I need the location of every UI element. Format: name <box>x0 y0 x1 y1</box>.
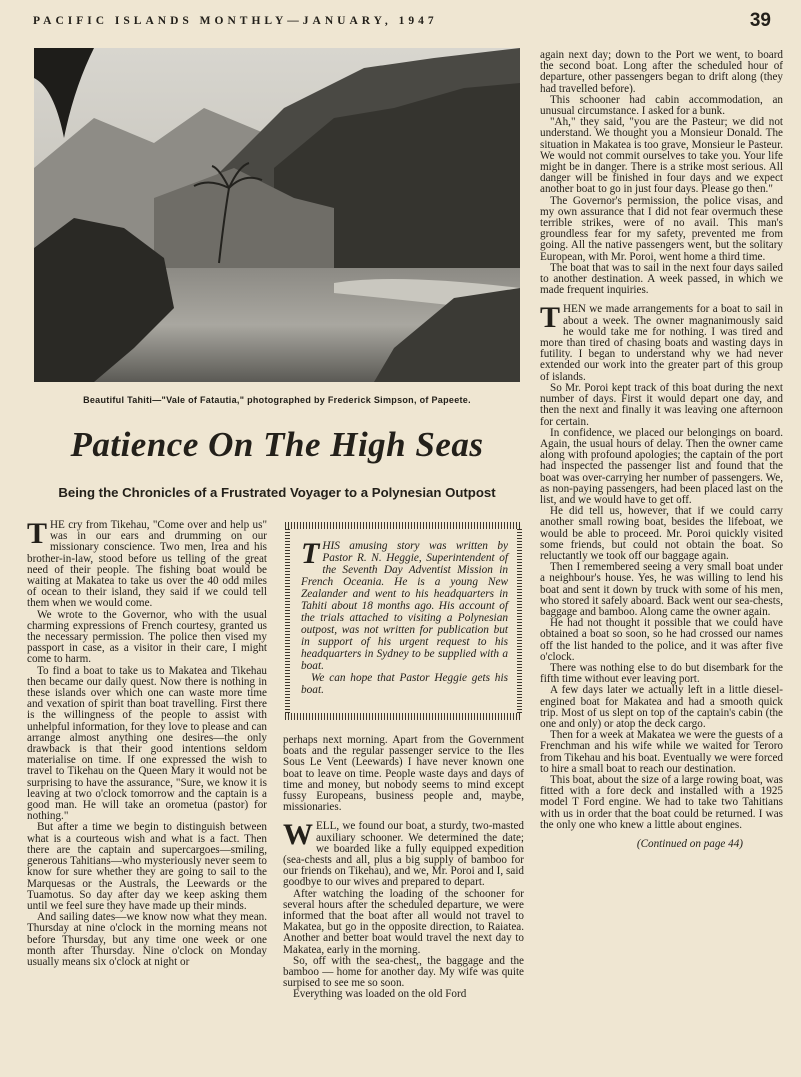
editor-note-text <box>301 537 508 696</box>
paragraph: The boat that was to sail in the next four days sailed to another destination. A week passed, in which we made frequent inquiries. <box>540 261 783 297</box>
paragraph: In confidence, we placed our belongings on board. Again, the usual hours of delay. Then the owner came along with profound apologies; the captain of the port had inspected the passenger list and found that the boat was over-carrying her number of passengers. We, as non-paying passengers, had been placed last on the list, and we would have to get off. <box>540 426 783 506</box>
paragraph: And sailing dates—we know now what they mean. Thursday at nine o'clock in the morning means not before Thursday, but any time one week or one month after Thursday. Nine o'clock on Monday usually means six o'clock at night or <box>27 911 267 968</box>
photo-caption: Beautiful Tahiti—"Vale of Fatautia," photographed by Frederick Simpson, of Papeete. <box>83 395 471 405</box>
paragraph: WELL, we found our boat, a sturdy, two-masted auxiliary schooner. We determined the date; we boarded like a fully equipped expedition (sea-chests and all, plus a big supply of bamboo for our friends on Tikehau), and we, Mr. Poroi and I, said goodbye to our wives and prepared to depart. <box>283 818 524 889</box>
drop-cap: T <box>540 301 561 335</box>
paragraph: THE cry from Tikehau, "Come over and help us" was in our ears and drumming on our missionary conscience. Two men, Irea and his brother-in-law, stood before us telling of the great need of their people. The fishing boat would be waiting at Makatea to take us over the 40 odd miles of ocean to their island, they said if we could tell them when we would come. <box>27 517 267 610</box>
tahiti-photo <box>34 48 520 382</box>
paragraph: "Ah," they said, "you are the Pasteur; we did not understand. We thought you a Monsieur Donald. The situation in Makatea is too grave, Monsieur le Pasteur. We would not commit ourselves to take you. Your life might be in danger. There is a strike most serious. All danger will be finished in four days and we expect another boat to go in just four days. Please go then." <box>540 116 783 196</box>
paragraph: Then I remembered seeing a very small boat under a neighbour's house. Yes, he was willing to lend his boat and sent it down by truck with some of his men, who stored it safely aboard. Back went our sea-chests, baggage and bamboo. Along came the owner again. <box>540 561 783 618</box>
paragraph: The Governor's permission, the police visas, and my own assurance that I did not fear overmuch these terrible strikes, were of no avail. This man's groundless fear for my safety, prevented me from going. All the native passengers went, but the solitary European, with Mr. Poroi, went home a third time. <box>540 194 783 263</box>
paragraph: There was nothing else to do but disembark for the fifth time without ever leaving port. <box>540 661 783 686</box>
column-left <box>27 517 267 968</box>
paragraph: A few days later we actually left in a little diesel-engined boat for Makatea and had a smooth quick trip. Most of us slept on top of the captain's cabin (the one and only) or atop the deck cargo. <box>540 684 783 730</box>
paragraph: THIS amusing story was written by Pastor R. N. Heggie, Superintendent of the Seventh Day Adventist Mission in French Oceania. He is a young New Zealander and went to his headquarters in Tahiti about 18 months ago. His account of the trials attached to visiting a Polynesian outpost, was not written for publication but in support of his urgent request to his headquarters in Sydney to be supplied with a boat. <box>301 537 508 672</box>
paragraph: So, off with the sea-chest,, the baggage and the bamboo — home for another day. My wife was quite surpised to see me so soon. <box>283 954 524 990</box>
paragraph: After watching the loading of the schooner for several hours after the scheduled departure, we were informed that the boat after all would not travel to Makatea, but go in the opposite direction, to Raiatea. Another and better boat would travel the next day to Makatea, early in the morning. <box>283 887 524 956</box>
drop-cap: W <box>283 818 313 852</box>
box-border-left <box>285 529 290 713</box>
column-middle <box>283 735 524 1001</box>
paragraph: again next day; down to the Port we went, to board the second boat. Long after the scheduled hour of departure, other passengers began to drift along (they had travelled before). <box>540 49 783 95</box>
box-border-top <box>285 522 522 529</box>
box-border-bottom <box>285 713 522 720</box>
continued-note: (Continued on page 44) <box>636 838 743 851</box>
paragraph: perhaps next morning. Apart from the Government boats and the regular passenger service to the Iles Sous Le Vent (Leewards) I have never known one boat to leave on time. People waste days and days of time and money, but nobody seems to mind except fussy Europeans, business people and, maybe, missionaries. <box>283 734 524 814</box>
running-head: PACIFIC ISLANDS MONTHLY—JANUARY, 1947 <box>33 15 438 27</box>
drop-cap: T <box>301 537 320 570</box>
column-right <box>540 50 783 850</box>
paragraph: Everything was loaded on the old Ford <box>293 988 467 1001</box>
paragraph: He did tell us, however, that if we could carry another small rowing boat, besides the lifeboat, we would be able to proceed. Mr. Poroi quickly visited some friends, but could not obtain the boat. So reluctantly we took off our baggage again. <box>540 505 783 562</box>
article-title: Patience On The High Seas <box>70 425 484 464</box>
paragraph: We wrote to the Governor, who with the usual charming expressions of French courtesy, granted us the necessary permission. The police then vised my passport in case, as a visitor in their care, I might come to harm. <box>27 608 267 666</box>
paragraph: This schooner had cabin accommodation, an unusual circumstance. I asked for a bunk. <box>540 93 783 118</box>
paragraph: Then for a week at Makatea we were the guests of a Frenchman and his wife while we waited for Teroro from Tikehau and his boat. Eventually we were forced to hire a small boat to reach our destination. <box>540 729 783 775</box>
box-border-right <box>517 529 522 713</box>
drop-cap: T <box>27 517 48 550</box>
paragraph: But after a time we begin to distinguish between what is a courteous wish and what is a fact. Then there are the captain and supercargoes—smiling, generous Tahitians—who mysteriously never seem to know for sure whether they are going to sail to the Marquesas or the Australs, the Leewards or the Tuamotus. So day after day we keep asking them until we feel sure they have made up their minds. <box>27 821 267 912</box>
article-subtitle: Being the Chronicles of a Frustrated Voyager to a Polynesian Outpost <box>58 485 496 500</box>
valley-landscape-image <box>34 48 520 382</box>
paragraph: THEN we made arrangements for a boat to sail in about a week. The owner magnanimously said he would take me for nothing. I was tired and more than tired of chasing boats and wasting days in futility. I began to understand why we had never extended our work into the greater part of this group of islands. <box>540 301 783 383</box>
page-number: 39 <box>749 10 771 31</box>
paragraph: We can hope that Pastor Heggie gets his boat. <box>301 672 508 696</box>
editor-note-box <box>285 522 522 720</box>
paragraph: He had not thought it possible that we could have obtained a boat so soon, so he had crossed our names off the list handed to the police, and it was after five o'clock. <box>540 617 783 663</box>
paragraph: So Mr. Poroi kept track of this boat during the next number of days. First it would depart one day, and then the next and finally it was leaving one afternoon for certain. <box>540 381 783 428</box>
paragraph: To find a boat to take us to Makatea and Tikehau then became our daily quest. Now there is nothing in these islands over which one can waste more time and vexation of spirit than boat travelling. First there is the willingness of the people to assist with unhelpful information, for they love to please and can arrange almost anything one desires—the only drawback is that their good intentions seldom materialise on time. If one expressed the wish to travel to Tikehau on the Queen Mary it would not be surprising to have the assurance, "Sure, we know it is leaving at two o'clock tomorrow and the captain is a good man. He will take an orometua (pastor) for nothing." <box>27 664 267 823</box>
paragraph: This boat, about the size of a large rowing boat, was fitted with a fore deck and installed with a 1925 model T Ford engine. We had to take two Tahitians with us in order that the boat could be returned. I was the only one who knew a little about engines. <box>540 774 783 831</box>
